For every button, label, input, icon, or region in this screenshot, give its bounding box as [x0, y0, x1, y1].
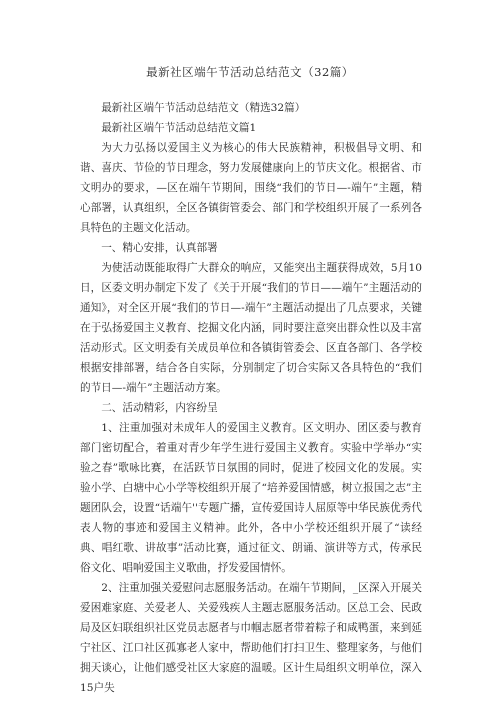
section-heading: 二、活动精彩，内容纷呈 — [101, 402, 218, 414]
document-body — [80, 98, 422, 698]
section-heading: 一、精心安排，认真部署 — [101, 242, 218, 254]
document-title: 最新社区端午节活动总结范文（32篇） — [146, 65, 354, 79]
body-paragraph: 为大力弘扬以爱国主义为核心的伟大民族精神，积极倡导文明、和谐、喜庆、节俭的节日理念，努力发展健康向上的节庆文化。根据省、市文明办的要求，—区在端午节期间，围绕“我们的节日—-端午”主题，精心部署，认真组织，全区各镇街管委会、部门和学校组织开展了一系列各具特色的主题文化活动。 — [80, 142, 422, 234]
body-paragraph: 2、注重加强关爱慰问志愿服务活动。在端午节期间，_区深入开展关爱困难家庭、关爱老人、关爱残疾人主题志愿服务活动。区总工会、民政局及区妇联组织社区党员志愿者与巾帼志愿者带着粽子和咸鸭蛋，来到延宁社区、江口社区孤寡老人家中，帮助他们打扫卫生、整理家务，与他们拥天谈心，让他们感受社区大家庭的温暖。区计生局组织文明单位，深入15户失 — [80, 582, 422, 694]
section-heading: 最新社区端午节活动总结范文篇1 — [101, 122, 257, 134]
subtitle-paragraph: 最新社区端午节活动总结范文（精选32篇） — [101, 102, 306, 114]
body-paragraph: 1、注重加强对未成年人的爱国主义教育。区文明办、团区委与教育部门密切配合，着重对青少年学生进行爱国主义教育。实验中学举办“实验之春”歌咏比赛，在活跃节日氛围的同时，促进了校园文化的发展。实验小学、白塘中心小学等校组织开展了“培养爱国情感，树立报国之志”主题团队会，设置“话端午''专题广播，宣传爱国诗人屈原等中华民族优秀代表人物的事迹和爱国主义精神。此外，各中小学校还组织开展了“读经典、唱红歌、讲故事”活动比赛，通过征文、朗诵、演讲等方式，传承民俗文化、唱响爱国主义歌曲，抒发爱国情怀。 — [80, 422, 422, 574]
body-paragraph: 为使活动既能取得广大群众的响应，又能突出主题获得成效，5月10日，区委文明办制定下发了《关于开展“我们的节日——端午”主题活动的通知》，对全区开展“我们的节日—-端午”主题活动提出了几点要求，关键在于弘扬爱国主义教育、挖掘文化内涵，同时要注意突出群众性以及丰富活动形式。区文明委有关成员单位和各镇街管委会、区直各部门、各学校根据安排部署，结合各自实际，分别制定了切合实际又各具特色的“我们的节日—-端午”主题活动方案。 — [80, 262, 422, 394]
